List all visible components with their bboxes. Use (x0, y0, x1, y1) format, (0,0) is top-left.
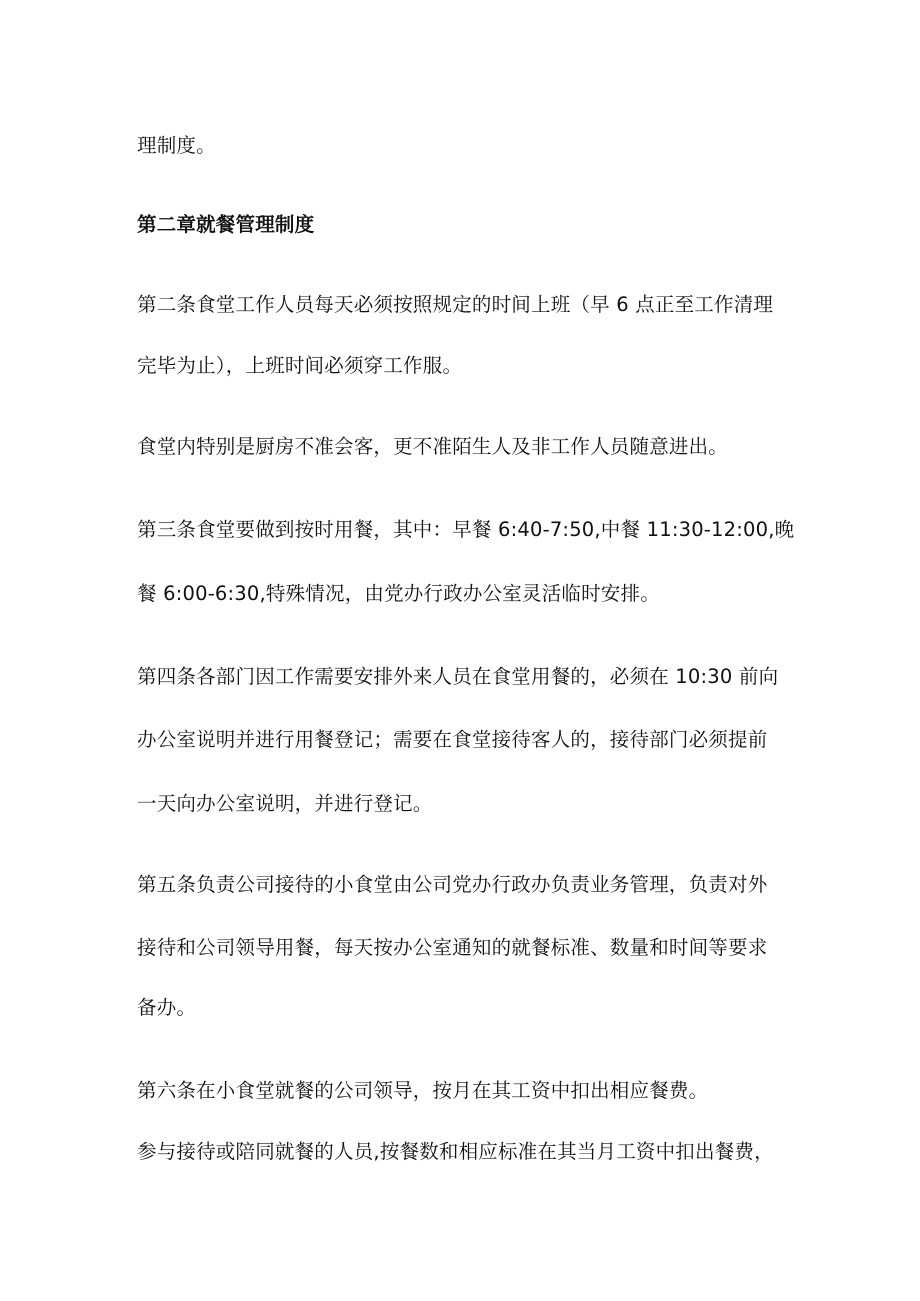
article-2-line-1: 第二条食堂工作人员每天必须按照规定的时间上班（早 6 点正至工作清理 (137, 293, 774, 316)
article-4-line-1: 第四条各部门因工作需要安排外来人员在食堂用餐的，必须在 10:30 前向 (137, 665, 779, 688)
paragraph-line: 食堂内特别是厨房不准会客，更不准陌生人及非工作人员随意进出。 (137, 435, 729, 458)
article-4-line-2: 办公室说明并进行用餐登记；需要在食堂接待客人的，接待部门必须提前 (137, 728, 768, 751)
article-3-line-1: 第三条食堂要做到按时用餐，其中：早餐 6:40-7:50,中餐 11:30-12:00,晚 (137, 518, 795, 541)
article-4-line-3: 一天向办公室说明，并进行登记。 (137, 792, 433, 815)
paragraph-line: 理制度。 (137, 134, 216, 157)
article-2-line-2: 完毕为止），上班时间必须穿工作服。 (137, 354, 463, 377)
article-5-line-1: 第五条负责公司接待的小食堂由公司党办行政办负责业务管理，负责对外 (137, 873, 768, 896)
article-3-line-2: 餐 6:00-6:30,特殊情况，由党办行政办公室灵活临时安排。 (137, 582, 660, 605)
article-6-line-1: 第六条在小食堂就餐的公司领导，按月在其工资中扣出相应餐费。 (137, 1079, 709, 1102)
chapter-heading: 第二章就餐管理制度 (137, 213, 315, 236)
article-5-line-2: 接待和公司领导用餐，每天按办公室通知的就餐标准、数量和时间等要求 (137, 936, 768, 959)
paragraph-line: 参与接待或陪同就餐的人员,按餐数和相应标准在其当月工资中扣出餐费， (137, 1140, 774, 1163)
article-5-line-3: 备办。 (137, 996, 197, 1019)
